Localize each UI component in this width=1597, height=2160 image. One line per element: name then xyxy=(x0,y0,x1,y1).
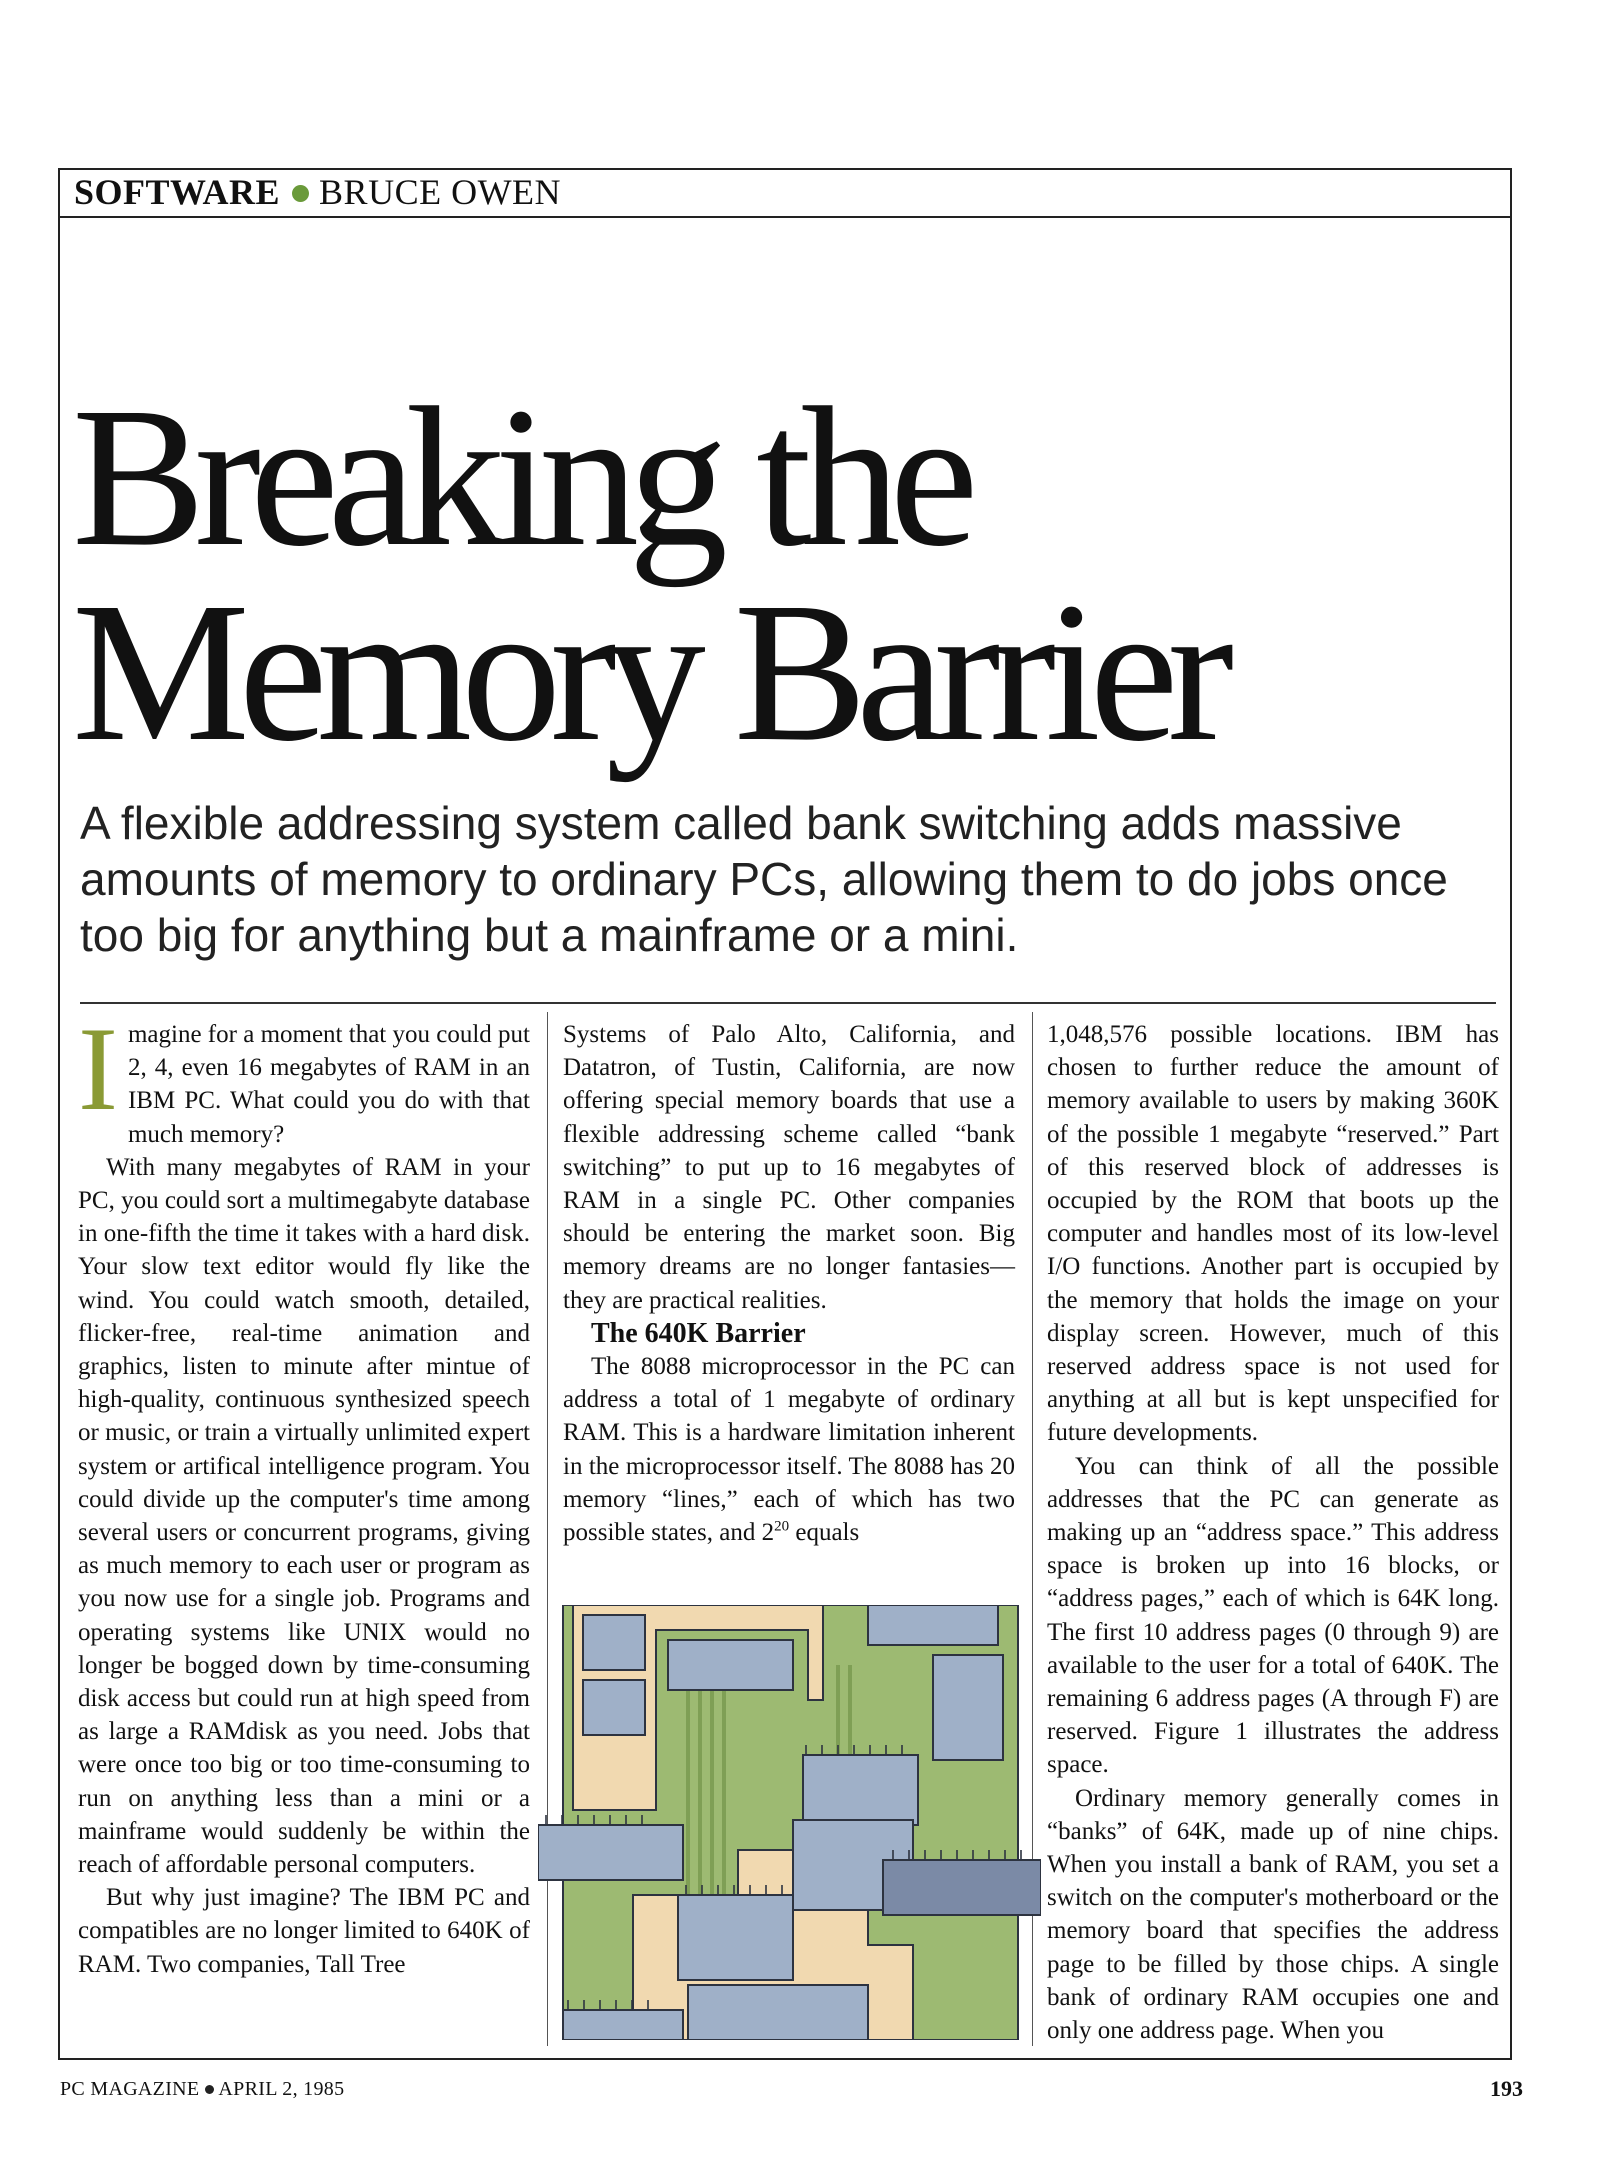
memory-chip xyxy=(803,1755,918,1825)
memory-chip xyxy=(678,1895,793,1980)
chip-block xyxy=(868,1605,998,1645)
bullet-dot-icon xyxy=(205,2085,214,2094)
subheading: The 640K Barrier xyxy=(591,1317,806,1349)
section-header xyxy=(58,168,1512,218)
title-line-1: Breaking the xyxy=(72,367,968,588)
section-label: SOFTWARE xyxy=(74,172,281,212)
paragraph: 1,048,576 possible locations. IBM has chosen to further reduce the amount of memory available to users by making 360K of the possible 1 megabyte “reserved.” Part of this reserved block of addresses is occupied by the ROM that boots up the computer and handles most of its low-level I/O functions. Another part is occupied by the memory that holds the image on your display screen. However, much of this reserved address space is not used for anything at all but is kept unspecified for future developments. xyxy=(1047,1021,1499,1447)
drop-cap: I xyxy=(78,1002,118,1135)
circuit-board-illustration xyxy=(538,1605,1041,2040)
paragraph: Imagine for a moment that you could put 2, 4, even 16 megabytes of RAM in an IBM PC. What could you do with that much memory? xyxy=(78,1002,530,1148)
text-column-2 xyxy=(563,1018,1015,1549)
text-column-1 xyxy=(78,1002,530,1981)
paragraph: With many megabytes of RAM in your PC, you could sort a multimegabyte database in one-fifth the time it takes with a hard disk. Your slow text editor would fly like the wind. You could watch smooth, detailed, flicker-free, real-time animation and graphics, listen to minute after mintue of high-quality, continuous synthesized speech or music, or train a virtually unlimited expert system or artifical intelligence program. You could divide up the computer's time among several users or concurrent programs, giving as much memory to each user or program as you now use for a single job. Programs and operating systems like UNIX would no longer be bogged down by time-consuming disk access but could run at high speed from as large a RAMdisk as you need. Jobs that were once too big or too time-consuming to run on anything less than a mini or a mainframe would suddenly be within the reach of affordable personal computers. xyxy=(78,1153,530,1879)
memory-chip xyxy=(883,1860,1041,1915)
paragraph: The 8088 microprocessor in the PC can address a total of 1 megabyte of ordinary RAM. This is a hardware limitation inherent in the microprocessor itself. The 8088 has 20 memory “lines,” each of which has two possible states, and $2^{20}$ equals xyxy=(563,1353,1015,1547)
chip-block xyxy=(933,1655,1003,1760)
issue-date: APRIL 2, 1985 xyxy=(218,2078,345,2100)
paragraph: You can think of all the possible addresses that the PC can generate as making up an “address space.” This address space is broken up into 16 blocks, or “address pages,” each of which is 64K long. The first 10 address pages (0 through 9) are available to the user for a total of 640K. The remaining 6 address pages (A through F) are reserved. Figure 1 illustrates the address space. xyxy=(1047,1452,1499,1779)
chip-block xyxy=(668,1640,793,1690)
memory-chip xyxy=(538,1825,683,1880)
article-deck: A flexible addressing system called bank switching adds massive amounts of memory to ordinary PCs, allowing them to do jobs once too big for anything but a mainframe or a mini. xyxy=(80,797,1448,961)
text-column-3 xyxy=(1047,1018,1499,2047)
paragraph: Systems of Palo Alto, California, and Datatron, of Tustin, California, are now offering special memory boards that use a flexible addressing scheme called “bank switching” to put up to 16 megabytes of RAM in a single PC. Other companies should be entering the market soon. Big memory dreams are no longer fantasies—they are practical realities. xyxy=(563,1021,1015,1314)
memory-chip xyxy=(688,1985,868,2040)
deck-divider xyxy=(80,1002,1496,1004)
magazine-name: PC MAGAZINE xyxy=(60,2078,200,2100)
chip-block xyxy=(583,1680,645,1735)
footer-publication xyxy=(60,2078,344,2101)
article-title xyxy=(72,367,1224,783)
bullet-dot-icon xyxy=(292,185,309,202)
paragraph: Ordinary memory generally comes in “banks” of 64K, made up of nine chips. When you install a bank of RAM, you set a switch on the computer's motherboard or the memory board that specifies the address page to be filled by those chips. A single bank of ordinary RAM occupies one and only one address page. When you xyxy=(1047,1784,1499,2045)
page-number: 193 xyxy=(1490,2076,1523,2101)
author-name: BRUCE OWEN xyxy=(319,172,562,212)
memory-chip xyxy=(563,2010,683,2040)
paragraph: But why just imagine? The IBM PC and compatibles are no longer limited to 640K of RAM. Two companies, Tall Tree xyxy=(78,1884,530,1978)
title-line-2: Memory Barrier xyxy=(72,562,1224,783)
chip-block xyxy=(583,1615,645,1670)
